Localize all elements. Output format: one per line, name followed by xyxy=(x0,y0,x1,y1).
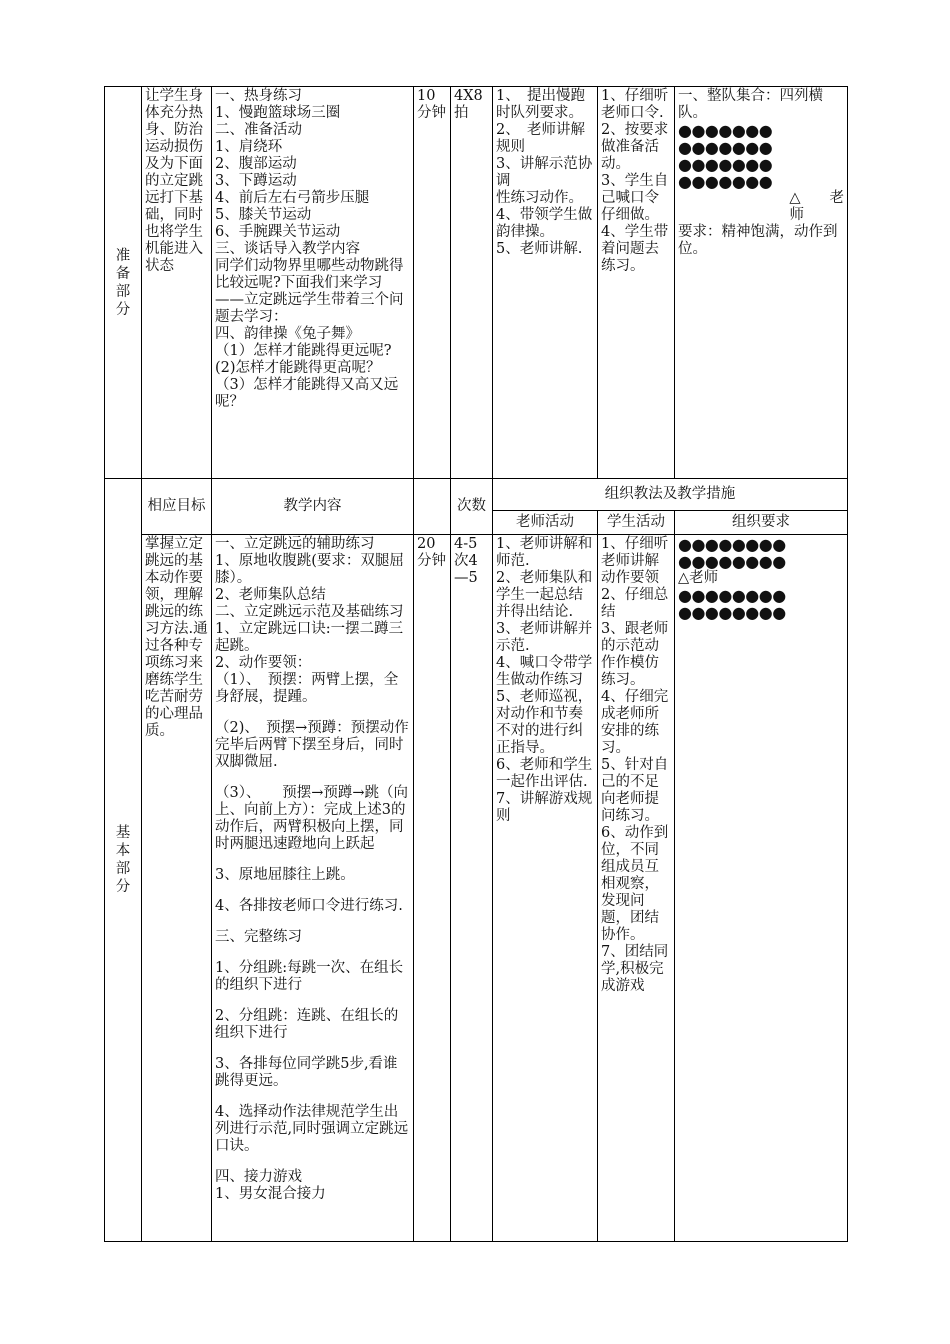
prep-content-line: （1）怎样才能跳得更远呢? xyxy=(215,343,392,359)
basic-content-line: 四、接力游戏 xyxy=(215,1169,302,1185)
prep-section-label-cell xyxy=(105,87,142,479)
prep-teacher-line: 5、老师讲解. xyxy=(496,241,583,257)
prep-student-line: 1、仔细听老师口令. xyxy=(601,88,669,121)
prep-content-line: 1、慢跑篮球场三圈 xyxy=(215,105,341,121)
header-teacher: 老师活动 xyxy=(493,511,598,535)
basic-section-label: 基本部分 xyxy=(115,825,131,895)
basic-time: 20分钟 xyxy=(414,535,451,1242)
lesson-plan-table xyxy=(104,86,848,1242)
prep-content-line: 四、韵律操《兔子舞》 xyxy=(215,326,360,342)
formation-dot-row: ●●●●●●● xyxy=(678,155,773,174)
basic-organization xyxy=(675,535,848,1242)
prep-org-requirement: 要求：精神饱满，动作到位。 xyxy=(678,224,838,257)
basic-content-line: 1、男女混合接力 xyxy=(215,1186,326,1202)
basic-content-line: 3、原地屈膝往上跳。 xyxy=(215,867,355,883)
prep-teacher-line: 4、带领学生做韵律操。 xyxy=(496,207,593,240)
formation-dot-row: ●●●●●●● xyxy=(678,172,773,191)
formation-dot-row: ●●●●●●●● xyxy=(678,603,786,622)
basic-teacher-line: 2、老师集队和学生一起总结并得出结论. xyxy=(496,570,593,620)
basic-content-line: 三、完整练习 xyxy=(215,929,302,945)
header-requirement: 组织要求 xyxy=(675,511,848,535)
basic-student-line: 5、针对自己的不足向老师提问练习。 xyxy=(601,757,669,824)
header-time xyxy=(414,479,451,535)
prep-row xyxy=(105,87,848,479)
prep-teacher-line: 2、 老师讲解规则 xyxy=(496,122,585,155)
prep-content-line: (2)怎样才能跳得更高呢？ xyxy=(215,360,381,376)
teacher-position-mark: △老师 xyxy=(678,570,719,586)
basic-content-line: 4、各排按老师口令进行练习. xyxy=(215,898,403,914)
basic-student-line: 1、仔细听老师讲解动作要领 xyxy=(601,536,669,586)
prep-content-line: （3）怎样才能跳得又高又远呢？ xyxy=(215,377,399,410)
basic-teacher-line: 7、讲解游戏规则 xyxy=(496,791,593,824)
basic-content-line: （1）、 预摆：两臂上摆，全身舒展，提踵。 xyxy=(215,672,399,705)
basic-teacher-line: 1、老师讲解和师范. xyxy=(496,536,593,569)
header-org-methods: 组织教法及教学措施 xyxy=(493,479,848,511)
prep-teacher-line: 3、讲解示范协调 xyxy=(496,156,593,189)
prep-time: 10分钟 xyxy=(414,87,451,479)
header-row-1 xyxy=(105,479,848,511)
prep-teacher-line: 1、 提出慢跑时队列要求。 xyxy=(496,88,585,121)
basic-student-line: 2、仔细总结 xyxy=(601,587,669,620)
basic-section-label-cell xyxy=(105,479,142,1242)
basic-student-line: 4、仔细完成老师所安排的练习。 xyxy=(601,689,669,756)
prep-student-line: 4、学生带着问题去练习。 xyxy=(601,224,669,274)
prep-organization xyxy=(675,87,848,479)
prep-content-line: 1、肩绕环 xyxy=(215,139,283,155)
formation-dot-row: ●●●●●●● xyxy=(678,138,773,157)
prep-count: 4X8拍 xyxy=(451,87,493,479)
basic-row xyxy=(105,535,848,1242)
basic-content-line: 2、动作要领： xyxy=(215,655,312,671)
basic-objective: 掌握立定跳远的基本动作要领，理解跳远的练习方法.通过各种专项练习来磨练学生吃苦耐劳的心理品质。 xyxy=(142,535,212,1242)
formation-dot-row: ●●●●●●●● xyxy=(678,535,786,554)
basic-student-line: 6、动作到位，不同组成员互相观察，发现问题，团结协作。 xyxy=(601,825,669,943)
prep-org-title: 一、整队集合：四列横队。 xyxy=(678,88,823,121)
prep-student-line: 2、按要求做准备活动。 xyxy=(601,122,669,172)
basic-content-line: 3、各排每位同学跳5步,看谁跳得更远。 xyxy=(215,1056,398,1089)
prep-content-line: 二、准备活动 xyxy=(215,122,302,138)
formation-dot-row: ●●●●●●●● xyxy=(678,586,786,605)
header-objective: 相应目标 xyxy=(142,479,212,535)
basic-teacher-activity xyxy=(493,535,598,1242)
prep-teacher-activity xyxy=(493,87,598,479)
prep-student-line: 3、学生自己喊口令仔细做。 xyxy=(601,173,669,223)
basic-teacher-line: 5、老师巡视，对动作和节奏不对的进行纠正指导。 xyxy=(496,689,593,756)
prep-content-line: 4、前后左右弓箭步压腿 xyxy=(215,190,370,206)
formation-dot-row: ●●●●●●● xyxy=(678,121,773,140)
prep-content-line: 三、谈话导入教学内容 xyxy=(215,241,360,257)
basic-content-line: 二、立定跳远示范及基础练习 xyxy=(215,604,404,620)
basic-content-line: 2、分组跳：连跳、在组长的组织下进行 xyxy=(215,1008,399,1041)
basic-teacher-line: 6、老师和学生一起作出评估. xyxy=(496,757,593,790)
prep-content-line: 一、热身练习 xyxy=(215,88,302,104)
header-content: 教学内容 xyxy=(212,479,414,535)
basic-teacher-line: 4、喊口令带学生做动作练习 xyxy=(496,655,593,688)
basic-content-line: 2、老师集队总结 xyxy=(215,587,326,603)
basic-content-line: 一、立定跳远的辅助练习 xyxy=(215,536,375,552)
header-student: 学生活动 xyxy=(598,511,675,535)
prep-content-line: 5、膝关节运动 xyxy=(215,207,312,223)
basic-content-line: 1、分组跳:每跳一次、在组长的组织下进行 xyxy=(215,960,404,993)
prep-section-label: 准备部分 xyxy=(115,247,131,318)
header-count: 次数 xyxy=(451,479,493,535)
basic-teacher-line: 3、老师讲解并示范. xyxy=(496,621,593,654)
prep-content-line: 6、手腕踝关节运动 xyxy=(215,224,341,240)
basic-student-activity xyxy=(598,535,675,1242)
prep-content-line: 3、下蹲运动 xyxy=(215,173,297,189)
basic-content-line: 4、选择动作法律规范学生出列进行示范,同时强调立定跳远口诀。 xyxy=(215,1104,409,1154)
basic-content-line: （2)、 预摆→预蹲：预摆动作完毕后两臂下摆至身后，同时双脚微屈. xyxy=(215,720,409,770)
prep-student-activity xyxy=(598,87,675,479)
prep-objective: 让学生身体充分热身、防治运动损伤及为下面的立定跳远打下基础，同时也将学生机能进入状态 xyxy=(142,87,212,479)
prep-content-line: 同学们动物界里哪些动物跳得比较远呢?下面我们来学习——立定跳远学生带着三个问题去学习： xyxy=(215,258,404,325)
basic-content-line: 1、原地收腹跳(要求：双腿屈膝）。 xyxy=(215,553,404,586)
teacher-position-mark-2: 师 xyxy=(789,207,804,223)
basic-student-line: 7、团结同学,积极完成游戏 xyxy=(601,944,669,994)
basic-content xyxy=(212,535,414,1242)
prep-content xyxy=(212,87,414,479)
basic-content-line: 1、立定跳远口诀:一摆二蹲三起跳。 xyxy=(215,621,404,654)
basic-content-line: （3）、 预摆→预蹲→跳（向上、向前上方）：完成上述3的动作后，两臂积极向上摆，同时两腿迅速蹬地向上跃起 xyxy=(215,785,409,852)
prep-content-line: 2、腹部运动 xyxy=(215,156,297,172)
prep-teacher-line: 性练习动作。 xyxy=(496,190,583,206)
teacher-position-mark: △ 老 xyxy=(789,190,844,206)
formation-dot-row: ●●●●●●●● xyxy=(678,552,786,571)
basic-student-line: 3、跟老师的示范动作作模仿练习。 xyxy=(601,621,669,688)
basic-count: 4-5次4—5 xyxy=(451,535,493,1242)
